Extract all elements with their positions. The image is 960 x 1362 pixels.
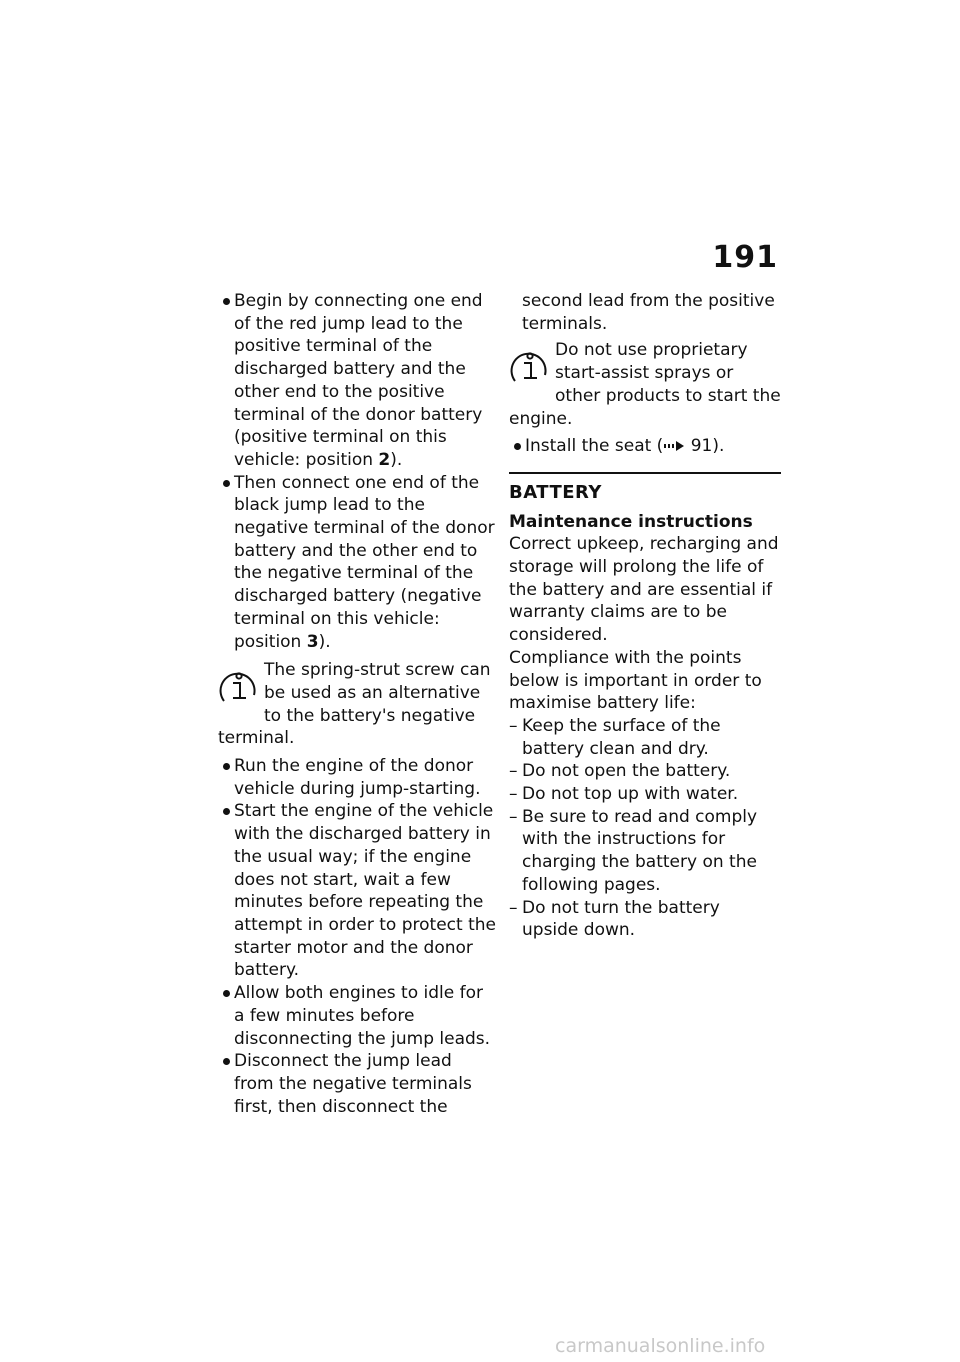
position-number: 3 xyxy=(306,631,319,652)
dash-mark: – xyxy=(509,784,518,805)
continuation-text: second lead from the positive terminals. xyxy=(522,291,775,334)
bullet-text: Disconnect the jump lead from the negative terminals first, then disconnect the xyxy=(234,1051,472,1117)
paragraph: Compliance with the points below is important in order to maximise battery life: xyxy=(509,647,762,714)
page-reference-arrow-icon xyxy=(663,440,685,452)
dash-mark: – xyxy=(509,715,518,736)
paragraph: Correct upkeep, recharging and storage will prolong the life of the battery and are essential if warranty claims are to be considered. xyxy=(509,534,779,646)
bullet-dot-icon xyxy=(223,298,230,305)
dash-item xyxy=(509,897,781,942)
bullet-dot-icon xyxy=(223,990,230,997)
bullet-dot-icon xyxy=(223,480,230,487)
section-title: BATTERY xyxy=(509,481,602,503)
bullet-dot-icon xyxy=(223,808,230,815)
dash-mark: – xyxy=(509,761,518,782)
subsection-title: Maintenance instructions xyxy=(509,511,753,532)
bullet-item xyxy=(218,982,496,1050)
page-number: 191 xyxy=(712,240,778,275)
dash-item xyxy=(509,806,781,897)
bullet-text: Begin by connecting one end of the red jump lead to the positive terminal of the discharged battery and the other end to the positive terminal of the donor battery (positive terminal on this vehicle: position xyxy=(234,291,483,470)
dash-text: Be sure to read and comply with the instructions for charging the battery on the following pages. xyxy=(522,806,758,895)
bullet-text: Then connect one end of the black jump lead to the negative terminal of the donor battery and the other end to the negative terminal of the discharged battery (negative terminal on this vehicle: position xyxy=(234,472,495,652)
info-note xyxy=(218,659,496,750)
bullet-item xyxy=(218,290,496,472)
dash-mark: – xyxy=(509,806,518,827)
bullet-text: Install the seat ( xyxy=(525,436,664,457)
position-number: 2 xyxy=(378,449,391,470)
bullet-item xyxy=(218,1050,496,1118)
info-icon xyxy=(218,665,260,707)
dash-item xyxy=(509,783,781,806)
dash-text: Do not open the battery. xyxy=(522,761,731,782)
bullet-item xyxy=(509,435,781,458)
page-reference[interactable]: 91 xyxy=(690,436,713,457)
bullet-text: Start the engine of the vehicle with the discharged battery in the usual way; if the engine does not start, wait a few minutes before repeating the attempt in order to protect the starter motor and the donor battery. xyxy=(234,801,496,981)
dash-text: Do not top up with water. xyxy=(522,784,739,805)
bullet-text: Allow both engines to idle for a few minutes before disconnecting the jump leads. xyxy=(234,983,491,1049)
dash-text: Keep the surface of the battery clean and dry. xyxy=(522,715,721,759)
section-divider xyxy=(509,472,781,474)
dash-item xyxy=(509,715,781,760)
dash-item xyxy=(509,760,781,783)
bullet-text-end: ). xyxy=(390,449,403,470)
bullet-dot-icon xyxy=(223,1058,230,1065)
dash-mark: – xyxy=(509,897,518,918)
bullet-text-end: ). xyxy=(712,436,725,457)
bullet-dot-icon xyxy=(223,763,230,770)
info-icon xyxy=(509,345,551,387)
right-column xyxy=(509,290,781,942)
info-note xyxy=(509,339,781,430)
watermark: carmanualsonline.info xyxy=(555,1335,766,1357)
note-text: The spring-strut screw can be used as an alternative to the battery's negative terminal. xyxy=(218,660,491,749)
note-text: Do not use proprietary start-assist sprays or other products to start the engine. xyxy=(509,340,781,429)
dash-text: Do not turn the battery upside down. xyxy=(522,897,720,941)
bullet-item xyxy=(218,472,496,654)
left-column xyxy=(218,290,496,1118)
bullet-text: Run the engine of the donor vehicle during jump-starting. xyxy=(234,756,481,799)
bullet-item xyxy=(218,755,496,800)
bullet-text-end: ). xyxy=(318,631,331,652)
bullet-dot-icon xyxy=(514,443,521,450)
bullet-item xyxy=(218,800,496,982)
